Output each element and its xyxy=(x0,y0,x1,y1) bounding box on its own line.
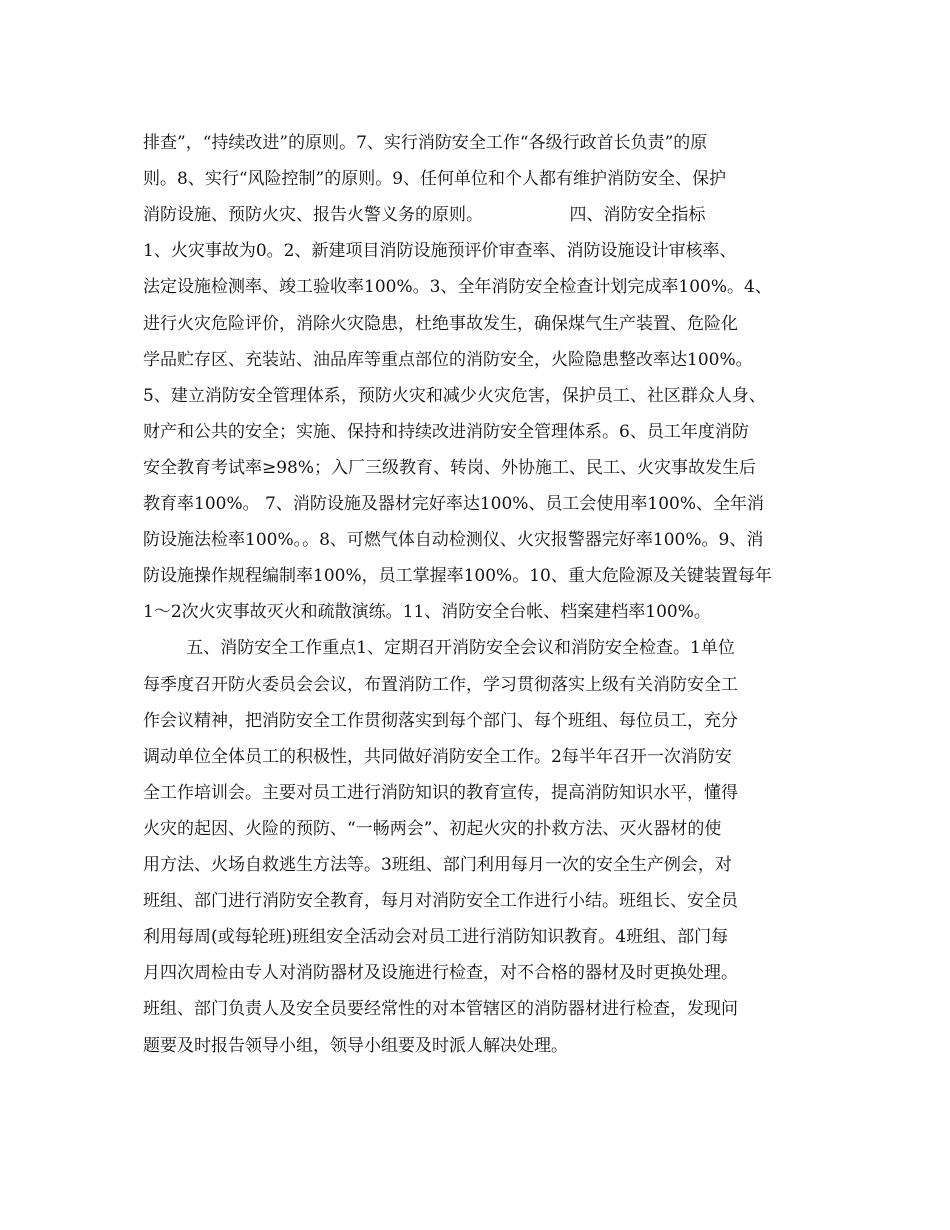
text-line: 防设施法检率100%。。8、可燃气体自动检测仪、火灾报警器完好率100%。9、消 xyxy=(143,530,764,551)
text-line: 学品贮存区、充装站、油品库等重点部位的消防安全，火险隐患整改率达100%。 xyxy=(143,349,753,370)
text-line: 消防设施、预防火灾、报告火警义务的原则。 四、消防安全指标 xyxy=(143,205,706,226)
text-line: 用方法、火场自救逃生方法等。3班组、部门利用每月一次的安全生产例会，对 xyxy=(143,855,732,875)
text-line: 进行火灾危险评价，消除火灾隐患，杜绝事故发生，确保煤气生产装置、危险化 xyxy=(143,313,738,334)
text-line: 作会议精神，把消防安全工作贯彻落实到每个部门、每个班组、每位员工，充分 xyxy=(143,710,738,731)
text-line: 5、建立消防安全管理体系，预防火灾和减少火灾危害，保护员工、社区群众人身、 xyxy=(143,385,766,406)
text-line: 全工作培训会。主要对员工进行消防知识的教育宣传，提高消防知识水平，懂得 xyxy=(143,782,738,803)
text-line: 1、火灾事故为0。2、新建项目消防设施预评价审查率、消防设施设计审核率、 xyxy=(143,241,737,262)
text-line: 班组、部门进行消防安全教育，每月对消防安全工作进行小结。班组长、安全员 xyxy=(143,891,738,912)
text-line: 法定设施检测率、竣工验收率100%。3、全年消防安全检查计划完成率100%。4、 xyxy=(143,277,772,298)
text-line: 月四次周检由专人对消防器材及设施进行检查，对不合格的器材及时更换处理。 xyxy=(143,963,738,984)
text-line: 教育率100%。 7、消防设施及器材完好率达100%、员工会使用率100%、全年消 xyxy=(143,494,765,514)
text-line: 则。8、实行“风险控制”的原则。9、任何单位和个人都有维护消防安全、保护 xyxy=(143,169,727,190)
text-line: 题要及时报告领导小组，领导小组要及时派人解决处理。 xyxy=(143,1035,568,1056)
text-line: 火灾的起因、火险的预防、“一畅两会”、初起火灾的扑救方法、灭火器材的使 xyxy=(143,818,722,839)
text-line: 1～2次火灾事故灭火和疏散演练。11、消防安全台帐、档案建档率100%。 xyxy=(143,602,711,623)
text-line: 每季度召开防火委员会会议，布置消防工作，学习贯彻落实上级有关消防安全工 xyxy=(143,674,738,695)
text-line: 五、消防安全工作重点1、定期召开消防安全会议和消防安全检查。1单位 xyxy=(143,638,735,659)
text-line: 安全教育考试率≥98%；入厂三级教育、转岗、外协施工、民工、火灾事故发生后 xyxy=(143,457,757,478)
text-line: 防设施操作规程编制率100%，员工掌握率100%。10、重大危险源及关键装置每年 xyxy=(143,566,772,587)
text-line: 调动单位全体员工的积极性，共同做好消防安全工作。2每半年召开一次消防安 xyxy=(143,746,732,767)
text-line: 排查”，“持续改进”的原则。7、实行消防安全工作“各级行政首长负责”的原 xyxy=(143,133,708,153)
text-line: 利用每周(或每轮班)班组安全活动会对员工进行消防知识教育。4班组、部门每 xyxy=(143,927,729,948)
text-line: 班组、部门负责人及安全员要经常性的对本管辖区的消防器材进行检查，发现问 xyxy=(143,999,738,1020)
text-line: 财产和公共的安全；实施、保持和持续改进消防安全管理体系。6、员工年度消防 xyxy=(143,421,749,442)
